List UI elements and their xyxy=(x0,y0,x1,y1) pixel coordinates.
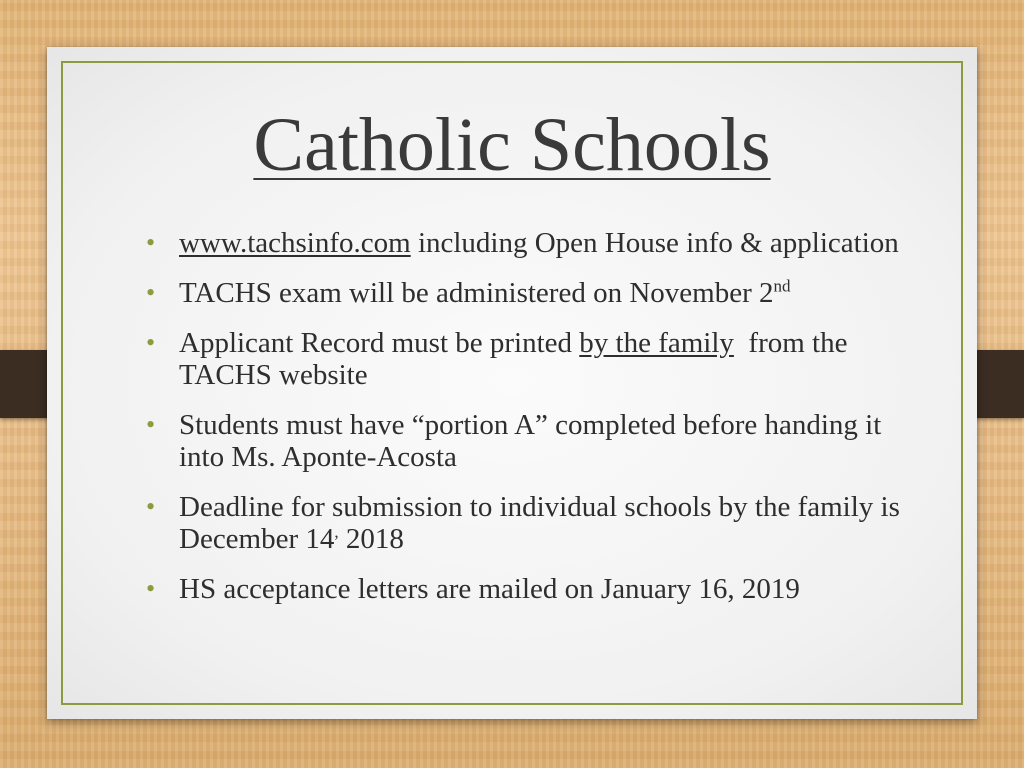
bullet-item-exam-date xyxy=(143,277,903,309)
bullet-dot-icon: • xyxy=(146,328,156,357)
bullet-text: Students must have “portion A” completed before handing it into Ms. Aponte-Acosta xyxy=(179,409,882,473)
bullet-text: 2018 xyxy=(338,523,404,555)
slide-title-text: Catholic Schools xyxy=(253,103,771,187)
bullet-dot-icon: • xyxy=(146,228,156,257)
bullet-item-applicant-record xyxy=(143,327,903,391)
superscript-mark: , xyxy=(334,522,339,542)
bullet-dot-icon: • xyxy=(146,492,156,521)
bullet-dot-icon: • xyxy=(146,410,156,439)
ordinal-suffix: nd xyxy=(773,276,791,296)
bullet-dot-icon: • xyxy=(146,574,156,603)
slide-title xyxy=(47,103,977,187)
slide-card xyxy=(47,47,977,719)
underlined-emphasis: by the family xyxy=(579,327,734,359)
bullet-text: Applicant Record must be printed xyxy=(179,327,580,359)
bullet-dot-icon: • xyxy=(146,278,156,307)
bullet-list xyxy=(143,227,903,623)
bullet-item-portion-a xyxy=(143,409,903,473)
bullet-item-deadline xyxy=(143,491,903,555)
bullet-text: from the TACHS website xyxy=(179,327,855,391)
bullet-item-website xyxy=(143,227,903,259)
tachsinfo-link[interactable]: www.tachsinfo.com xyxy=(179,227,411,259)
bullet-item-acceptance-letters xyxy=(143,573,903,605)
bullet-text: Deadline for submission to individual schools by the family is December 14 xyxy=(179,491,900,555)
bullet-text: HS acceptance letters are mailed on January 16, 2019 xyxy=(179,573,800,605)
bullet-text: including Open House info & application xyxy=(410,227,899,259)
bullet-text: TACHS exam will be administered on November 2 xyxy=(179,277,774,309)
